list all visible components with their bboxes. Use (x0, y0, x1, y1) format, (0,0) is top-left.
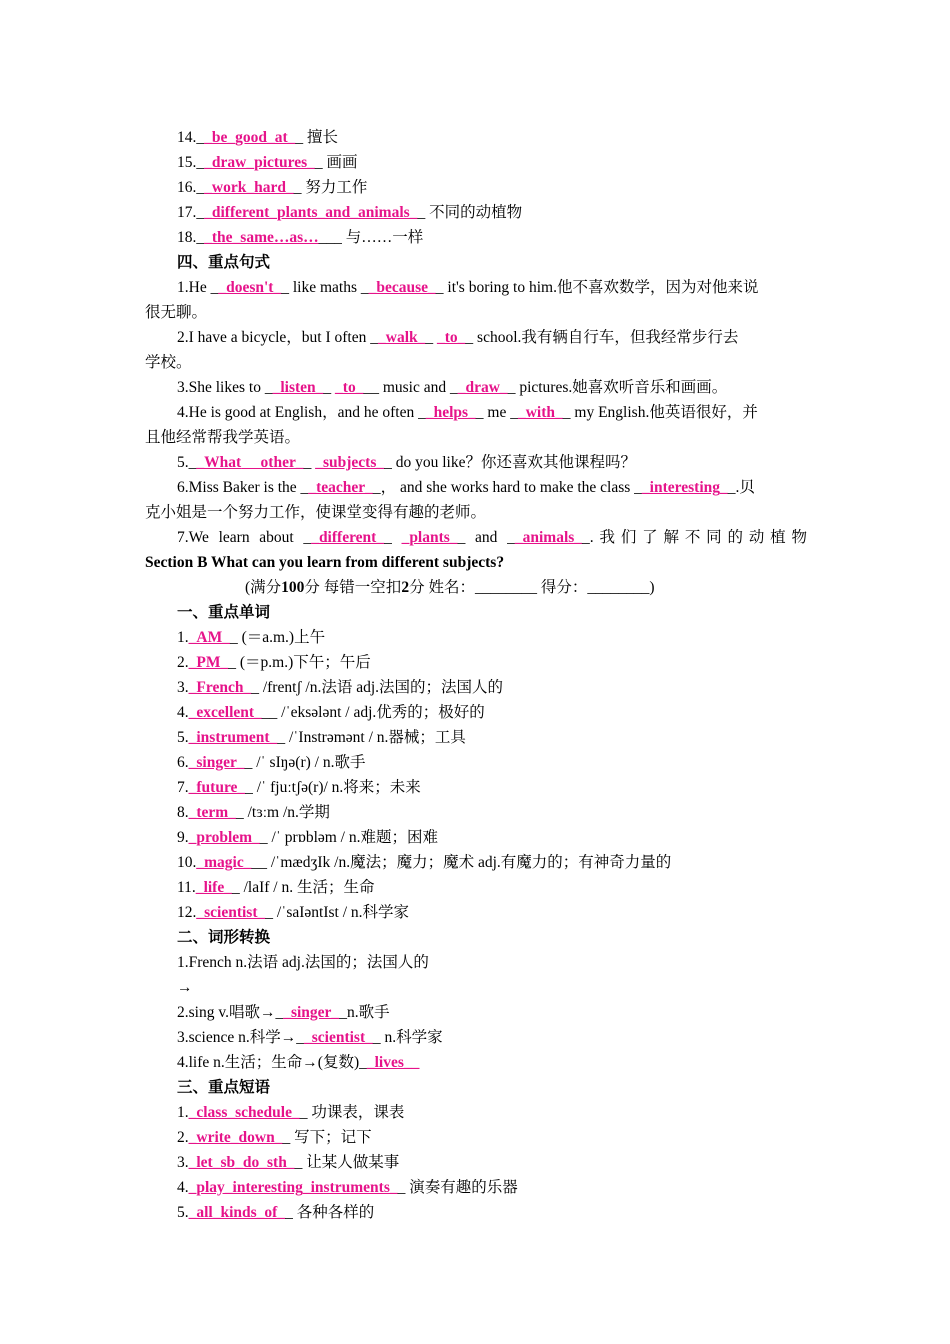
answer-text: _to_ (335, 379, 364, 396)
heading-word-forms: 二、词形转换 (177, 929, 271, 946)
answer-text: _teacher_ (308, 479, 373, 496)
answer-text: _the_same…as… (204, 229, 319, 246)
answer-text: other_ (260, 454, 304, 471)
sentence-4: 4.He is good at English，and he often __helps__ me __with__ my English.他英语很好，并 (177, 404, 758, 421)
sentence-2-cont: 学校。 (145, 354, 192, 371)
answer-text: _class_schedule_ (188, 1104, 300, 1121)
sentence-7: 7.We learn about __different__ _plants__ and __animals__.我们了解不同的动植物 (177, 529, 807, 546)
word-line: 9._problem__ /ˈ prɒbləm / n.难题；困难 (177, 829, 438, 846)
word-line: 2._PM__ (＝p.m.)下午；午后 (177, 654, 371, 671)
answer-text: _excellent_ (188, 704, 262, 721)
phrase-line-18: 18.__the_same…as…___ 与……一样 (177, 229, 424, 246)
word-line: 3._French__ /frentʃ /n.法语 adj.法国的；法国人的 (177, 679, 504, 696)
answer-text: _magic_ (196, 854, 252, 871)
answer-text: _different_ (311, 529, 385, 546)
phrase-line-17: 17.__different_plants_and_animals__ 不同的动植物 (177, 204, 523, 221)
answer-text: _AM_ (188, 629, 230, 646)
answer-text: _scientist_ (196, 904, 266, 921)
score-line: (满分100分 每错一空扣2分 姓名：________ 得分：________) (245, 579, 655, 596)
phrase-line: 1._class_schedule__ 功课表，课表 (177, 1104, 405, 1121)
answer-text: _term_ (188, 804, 236, 821)
word-line: 5._instrument__ /ˈInstrəmənt / n.器械；工具 (177, 729, 466, 746)
phrase-line: 5._all_kinds_of__ 各种各样的 (177, 1204, 375, 1221)
word-line: 11._life__ /laIf / n. 生活；生命 (177, 879, 375, 896)
answer-text: _subjects_ (315, 454, 385, 471)
answer-text: _with_ (517, 404, 563, 421)
word-form-1: 1.French n.法语 adj.法国的；法国人的 (177, 954, 429, 971)
answer-text: _What (196, 454, 242, 471)
answer-text: _listen_ (272, 379, 324, 396)
heading-key-phrases: 三、重点短语 (177, 1079, 271, 1096)
sentence-4-cont: 且他经常帮我学英语。 (145, 429, 301, 446)
answer-text: _lives_ (366, 1054, 412, 1071)
phrase-line-16: 16.__work_hard__ 努力工作 (177, 179, 368, 196)
word-line: 12._scientist__ /ˈsaIəntIst / n.科学家 (177, 904, 410, 921)
answer-text: _draw_ (457, 379, 508, 396)
answer-text: _singer_ (188, 754, 245, 771)
sentence-6-cont: 克小姐是一个努力工作，使课堂变得有趣的老师。 (145, 504, 487, 521)
word-form-4: 4.life n.生活；生命→(复数)__lives__ (177, 1054, 420, 1071)
answer-text: _instrument_ (188, 729, 278, 746)
answer-text: _PM_ (188, 654, 229, 671)
word-form-3: 3.science n.科学→__scientist__ n.科学家 (177, 1029, 443, 1046)
word-line: 8._term__ /tɜːm /n.学期 (177, 804, 330, 821)
answer-text: _work_hard_ (204, 179, 294, 196)
phrase-line: 3._let_sb_do_sth__ 让某人做某事 (177, 1154, 400, 1171)
word-form-2: 2.sing v.唱歌→__singer__n.歌手 (177, 1004, 390, 1021)
answer-text: _to_ (437, 329, 466, 346)
answer-text: _scientist_ (303, 1029, 373, 1046)
answer-text: _animals_ (514, 529, 583, 546)
answer-text: _plants_ (401, 529, 458, 546)
word-line: 10._magic___ /ˈmædʒIk /n.魔法；魔力；魔术 adj.有魔力的；有神奇力量的 (177, 854, 672, 871)
worksheet-page (145, 125, 807, 1225)
heading-key-words: 一、重点单词 (177, 604, 271, 621)
answer-text (241, 454, 260, 471)
phrase-line-14: 14.__be_good_at__ 擅长 (177, 129, 339, 146)
phrase-line: 4._play_interesting_instruments__ 演奏有趣的乐器 (177, 1179, 518, 1196)
answer-text: _be_good_at_ (204, 129, 296, 146)
answer-text: _helps_ (425, 404, 476, 421)
answer-text: _walk_ (378, 329, 426, 346)
answer-text: _interesting_ (641, 479, 728, 496)
word-line: 4._excellent___ /ˈeksələnt / adj.优秀的；极好的 (177, 704, 485, 721)
answer-text: _write_down_ (188, 1129, 283, 1146)
answer-text: _singer_ (283, 1004, 340, 1021)
answer-text: _problem_ (188, 829, 260, 846)
sentence-2: 2.I have a bicycle，but I often __walk__ _to__ school.我有辆自行车，但我经常步行去 (177, 329, 739, 346)
phrase-line: 2._write_down__ 写下；记下 (177, 1129, 372, 1146)
answer-text: _all_kinds_of_ (188, 1204, 286, 1221)
sentence-5: 5.__What other__ _subjects__ do you like？你还喜欢其他课程吗？ (177, 454, 636, 471)
answer-text: _let_sb_do_sth_ (188, 1154, 295, 1171)
sentence-1: 1.He __doesn't__ like maths __because__ it's boring to him.他不喜欢数学，因为对他来说 (177, 279, 759, 296)
word-form-1-arrow: → (177, 979, 193, 996)
answer-text: _French_ (188, 679, 252, 696)
sentence-6: 6.Miss Baker is the __teacher__， and she works hard to make the class __interesting__.贝 (177, 479, 755, 496)
answer-text: _doesn't_ (218, 279, 282, 296)
section-heading-sentences: 四、重点句式 (177, 254, 271, 271)
word-line: 1._AM__ (＝a.m.)上午 (177, 629, 326, 646)
answer-text: _future_ (188, 779, 246, 796)
section-b-title: Section B What can you learn from different subjects? (145, 554, 505, 571)
answer-text: _because_ (368, 279, 436, 296)
sentence-3: 3.She likes to __listen__ _to___ music and __draw__ pictures.她喜欢听音乐和画画。 (177, 379, 728, 396)
answer-text: _different_plants_and_animals_ (204, 204, 418, 221)
word-line: 7._future__ /ˈ fjuːtʃə(r)/ n.将来；未来 (177, 779, 421, 796)
answer-text: _life_ (195, 879, 232, 896)
answer-text: _play_interesting_instruments_ (188, 1179, 398, 1196)
sentence-1-cont: 很无聊。 (145, 304, 208, 321)
word-line: 6._singer__ /ˈ sIŋə(r) / n.歌手 (177, 754, 366, 771)
phrase-line-15: 15.__draw_pictures__ 画画 (177, 154, 358, 171)
answer-text: _draw_pictures_ (204, 154, 315, 171)
